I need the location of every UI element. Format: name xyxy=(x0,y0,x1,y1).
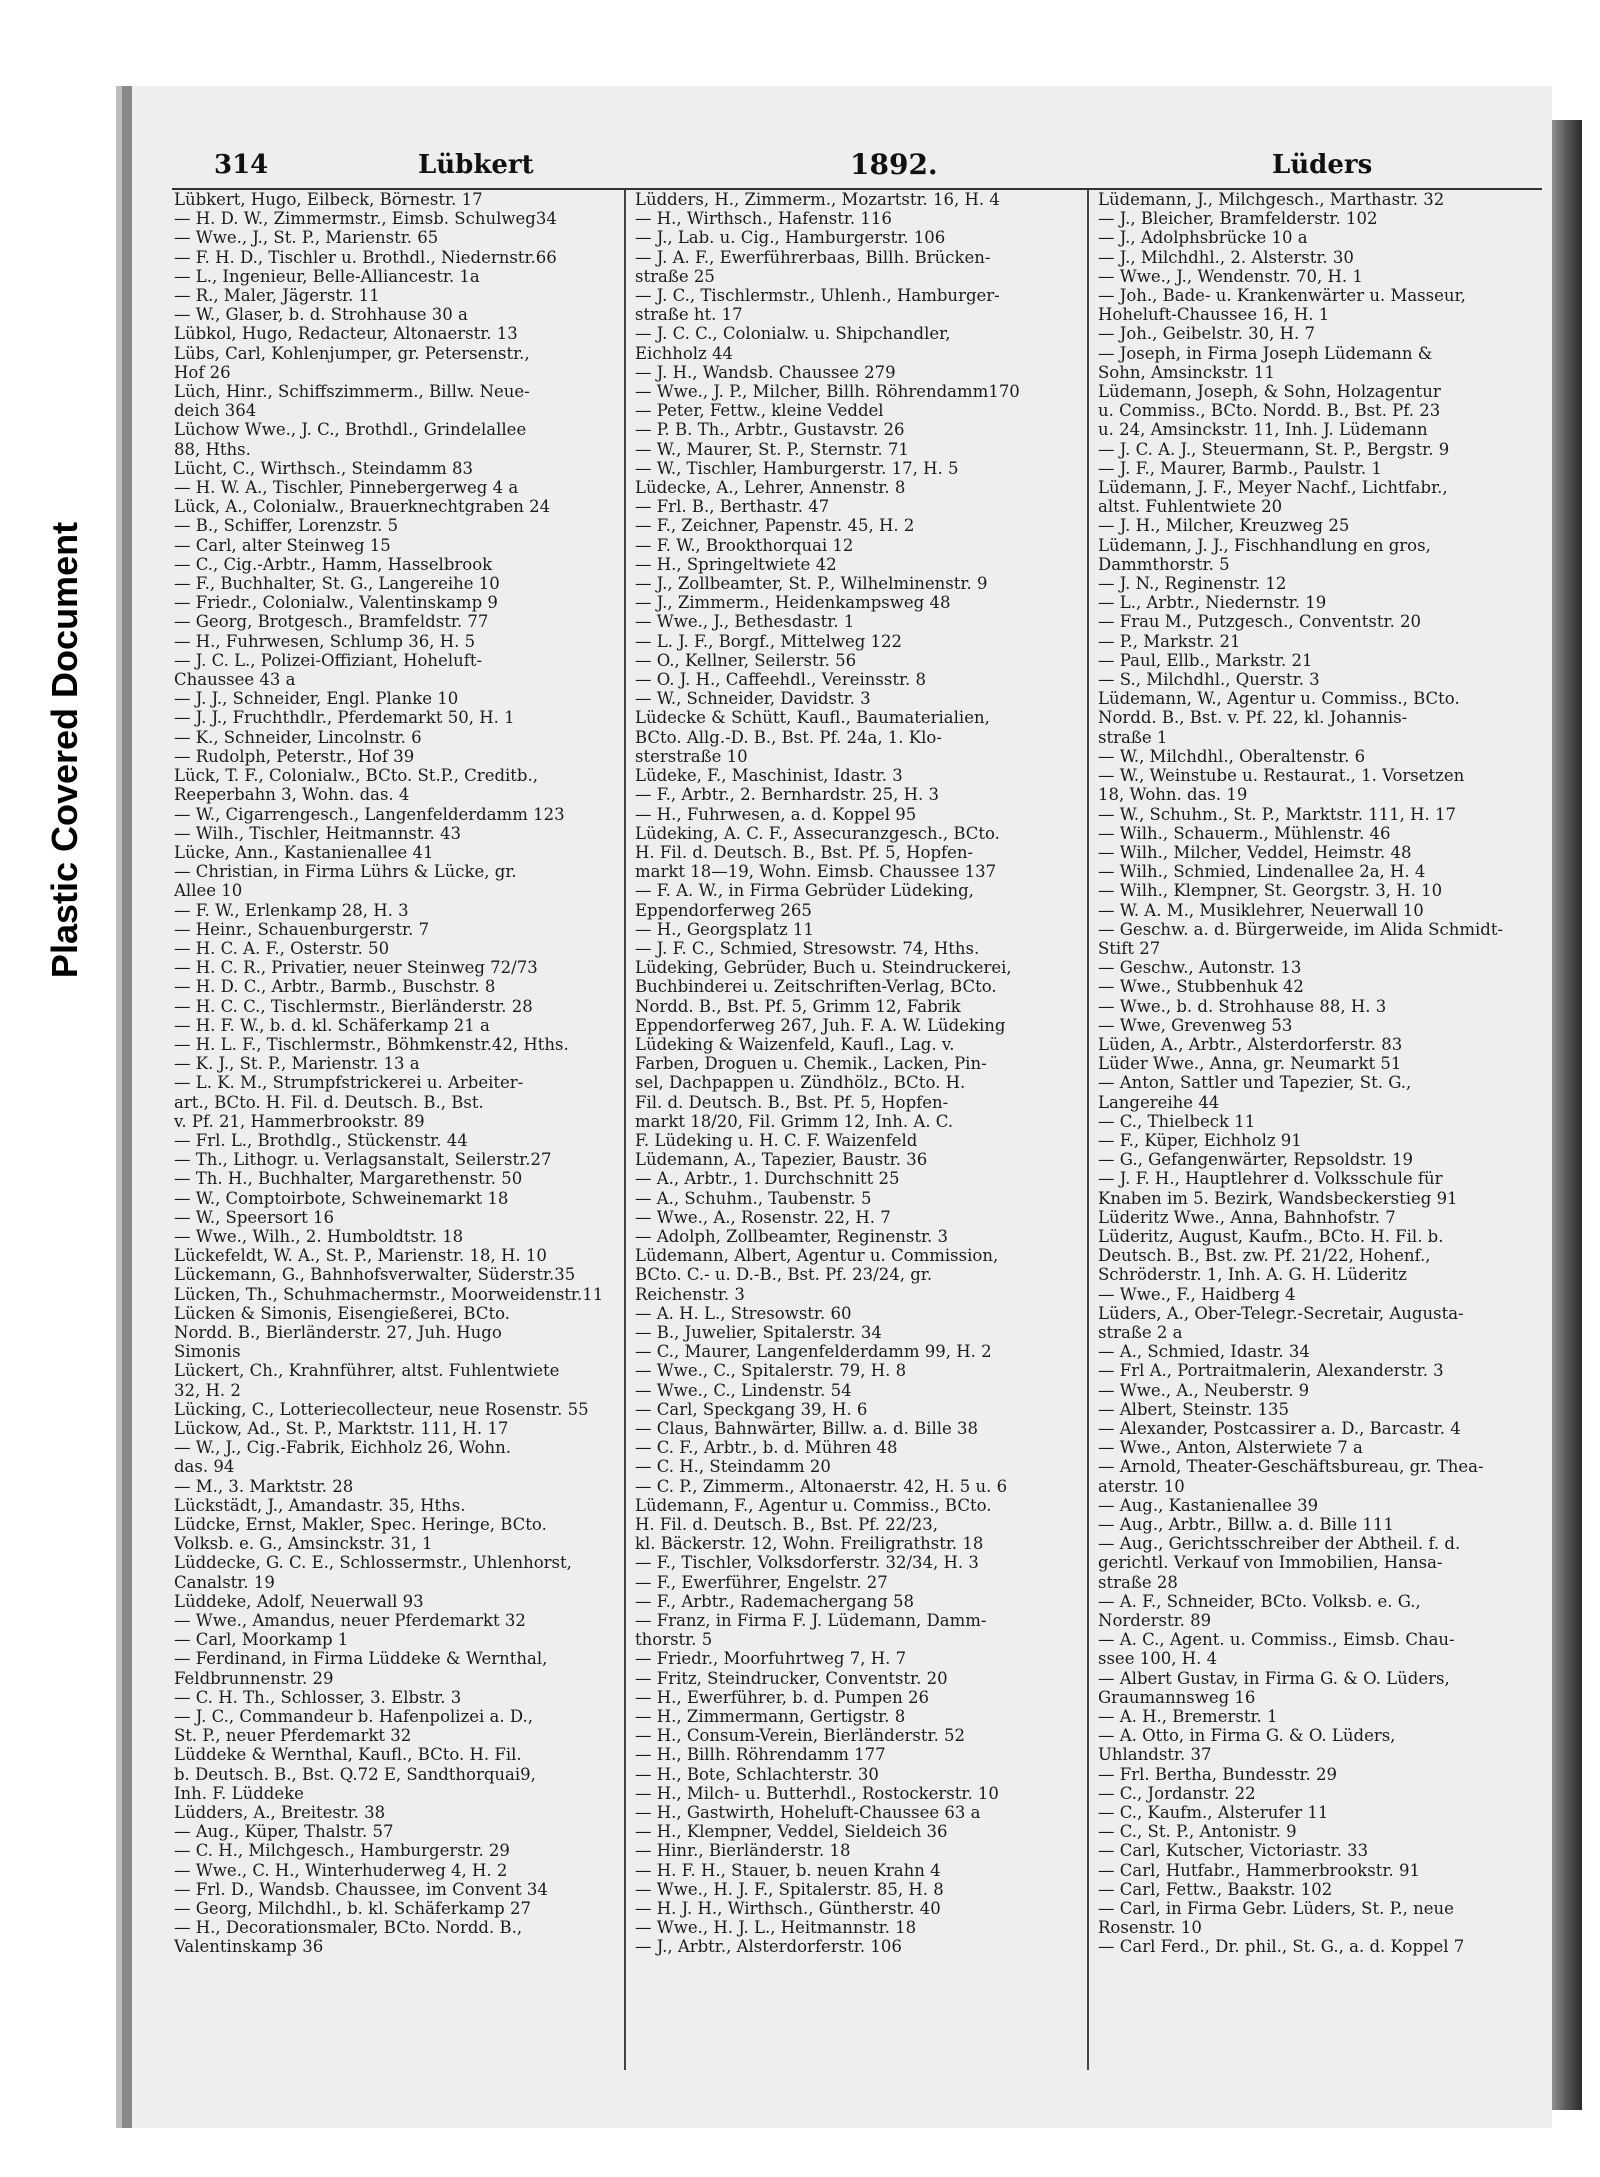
directory-entry: — W., J., Cig.-Fabrik, Eichholz 26, Wohn. xyxy=(174,1438,512,1458)
directory-entry: Norderstr. 89 xyxy=(1098,1611,1212,1631)
directory-entry: — C. H. Th., Schlosser, 3. Elbstr. 3 xyxy=(174,1687,462,1707)
directory-entry: — A. F., Schneider, BCto. Volksb. e. G., xyxy=(1098,1591,1421,1611)
directory-entry: Simonis xyxy=(174,1342,241,1362)
directory-entry: Lückemann, G., Bahnhofsverwalter, Süderstr.35 xyxy=(174,1265,576,1285)
directory-entry: straße 1 xyxy=(1098,727,1168,747)
directory-entry: — Frl. L., Brothdlg., Stückenstr. 44 xyxy=(174,1130,468,1150)
directory-entry: Dammthorstr. 5 xyxy=(1098,554,1230,574)
directory-entry: aterstr. 10 xyxy=(1098,1476,1185,1496)
directory-entry: — Alexander, Postcassirer a. D., Barcastr. 4 xyxy=(1098,1419,1461,1438)
directory-entry: Lückert, Ch., Krahnführer, altst. Fuhlentwiete xyxy=(174,1361,560,1381)
directory-entry: — W., Speersort 16 xyxy=(174,1207,334,1227)
directory-entry: — C. H., Milchgesch., Hamburgerstr. 29 xyxy=(174,1841,510,1861)
directory-entry: — Albert Gustav, in Firma G. & O. Lüders, xyxy=(1098,1668,1450,1688)
directory-entry: Farben, Droguen u. Chemik., Lacken, Pin- xyxy=(635,1054,987,1074)
directory-entry: — F. A. W., in Firma Gebrüder Lüdeking, xyxy=(635,881,974,901)
directory-entry: — Aug., Gerichtsschreiber der Abtheil. f. d. xyxy=(1098,1534,1461,1554)
directory-entry: — H. F. W., b. d. kl. Schäferkamp 21 a xyxy=(174,1015,490,1035)
directory-entry: — Wilh., Klempner, St. Georgstr. 3, H. 10 xyxy=(1098,881,1443,901)
column-divider xyxy=(1087,190,1089,2070)
directory-entry: Lücking, C., Lotteriecollecteur, neue Rosenstr. 55 xyxy=(174,1399,589,1419)
directory-entry: — J. H., Milcher, Kreuzweg 25 xyxy=(1098,516,1350,536)
directory-entry: Graumannsweg 16 xyxy=(1098,1687,1256,1707)
directory-entry: Lüdemann, A., Tapezier, Baustr. 36 xyxy=(635,1150,928,1170)
directory-entry: — K. J., St. P., Marienstr. 13 a xyxy=(174,1054,420,1074)
directory-entry: — Rudolph, Peterstr., Hof 39 xyxy=(174,746,415,766)
directory-entry: — L. K. M., Strumpfstrickerei u. Arbeiter- xyxy=(174,1073,524,1093)
directory-entry: — Wwe., C., Lindenstr. 54 xyxy=(635,1380,852,1400)
directory-entry: — Frl A., Portraitmalerin, Alexanderstr. 3 xyxy=(1098,1361,1444,1381)
directory-entry: — Hinr., Bierländerstr. 18 xyxy=(635,1841,851,1861)
directory-entry: — Wilh., Schauerm., Mühlenstr. 46 xyxy=(1098,823,1391,843)
directory-entry: — R., Maler, Jägerstr. 11 xyxy=(174,286,380,306)
directory-entry: — Wwe., J., Wendenstr. 70, H. 1 xyxy=(1098,266,1363,286)
directory-entry: — W. A. M., Musiklehrer, Neuerwall 10 xyxy=(1098,900,1424,920)
directory-entry: — C., Cig.-Arbtr., Hamm, Hasselbrook xyxy=(174,554,493,574)
directory-entry: Buchbinderei u. Zeitschriften-Verlag, BCto. xyxy=(635,977,997,997)
directory-entry: Rosenstr. 10 xyxy=(1098,1918,1202,1938)
directory-entry: straße 25 xyxy=(635,266,715,286)
directory-entry: Lüdeke, F., Maschinist, Idastr. 3 xyxy=(635,766,903,786)
directory-entry: thorstr. 5 xyxy=(635,1630,713,1650)
directory-entry: — Paul, Ellb., Markstr. 21 xyxy=(1098,650,1313,670)
directory-entry: Schröderstr. 1, Inh. A. G. H. Lüderitz xyxy=(1098,1265,1407,1285)
directory-entry: — H., Decorationsmaler, BCto. Nordd. B., xyxy=(174,1918,523,1938)
directory-entry: — Wilh., Schmied, Lindenallee 2a, H. 4 xyxy=(1098,862,1426,882)
directory-entry: Volksb. e. G., Amsinckstr. 31, 1 xyxy=(174,1534,433,1554)
directory-entry: — Ferdinand, in Firma Lüddeke & Wernthal, xyxy=(174,1649,548,1669)
page-year: 1892. xyxy=(850,148,938,181)
directory-entry: deich 364 xyxy=(174,401,257,421)
directory-entry: — J. C., Tischlermstr., Uhlenh., Hamburger- xyxy=(635,286,1000,306)
directory-entry: — Joh., Bade- u. Krankenwärter u. Masseur, xyxy=(1098,286,1466,306)
directory-entry: — Wwe, Grevenweg 53 xyxy=(1098,1015,1293,1035)
directory-entry: — G., Gefangenwärter, Repsoldstr. 19 xyxy=(1098,1150,1413,1170)
directory-entry: — W., Milchdhl., Oberaltenstr. 6 xyxy=(1098,746,1366,766)
directory-entry: Lück, T. F., Colonialw., BCto. St.P., Creditb., xyxy=(174,766,538,786)
directory-entry: — J., Bleicher, Bramfelderstr. 102 xyxy=(1098,209,1378,229)
directory-entry: Lüdcke, Ernst, Makler, Spec. Heringe, BCto. xyxy=(174,1515,547,1535)
directory-entry: — J., Lab. u. Cig., Hamburgerstr. 106 xyxy=(635,228,946,248)
directory-entry: — C., Jordanstr. 22 xyxy=(1098,1783,1256,1803)
directory-entry: — Carl, in Firma Gebr. Lüders, St. P., neue xyxy=(1098,1899,1454,1919)
directory-entry: sterstraße 10 xyxy=(635,746,748,766)
directory-entry: straße ht. 17 xyxy=(635,305,743,325)
directory-entry: — Friedr., Moorfuhrtweg 7, H. 7 xyxy=(635,1649,907,1669)
directory-entry: — F., Buchhalter, St. G., Langereihe 10 xyxy=(174,574,500,594)
directory-entry: — J. C., Commandeur b. Hafenpolizei a. D., xyxy=(174,1707,534,1727)
directory-entry: — F., Ewerführer, Engelstr. 27 xyxy=(635,1572,888,1592)
directory-entry: — O., Kellner, Seilerstr. 56 xyxy=(635,650,857,670)
directory-entry: BCto. Allg.-D. B., Bst. Pf. 24a, 1. Klo- xyxy=(635,727,942,747)
directory-entry: — Wwe., Stubbenhuk 42 xyxy=(1098,977,1304,997)
directory-entry: — J., Zollbeamter, St. P., Wilhelminenstr. 9 xyxy=(635,574,988,594)
directory-entry: Nordd. B., Bst. Pf. 5, Grimm 12, Fabrik xyxy=(635,996,961,1016)
directory-entry: — W., Cigarrengesch., Langenfelderdamm 123 xyxy=(174,804,565,824)
directory-entry: H. Fil. d. Deutsch. B., Bst. Pf. 22/23, xyxy=(635,1515,938,1535)
directory-entry: Lüderitz Wwe., Anna, Bahnhofstr. 7 xyxy=(1098,1207,1396,1227)
directory-entry: Lüddecke, G. C. E., Schlossermstr., Uhlenhorst, xyxy=(174,1553,572,1573)
directory-entry: St. P., neuer Pferdemarkt 32 xyxy=(174,1726,412,1746)
directory-entry: — H. D. C., Arbtr., Barmb., Buschstr. 8 xyxy=(174,977,496,997)
directory-entry: — H. L. F., Tischlermstr., Böhmkenstr.42, Hths. xyxy=(174,1034,569,1054)
directory-entry: gerichtl. Verkauf von Immobilien, Hansa- xyxy=(1098,1553,1443,1573)
directory-entry: Lübs, Carl, Kohlenjumper, gr. Petersenstr., xyxy=(174,343,530,363)
directory-entry: — Joseph, in Firma Joseph Lüdemann & xyxy=(1098,343,1433,363)
directory-entry: — Carl, Moorkamp 1 xyxy=(174,1630,349,1650)
directory-entry: — O. J. H., Caffeehdl., Vereinsstr. 8 xyxy=(635,670,927,690)
directory-entry: — A. H. L., Stresowstr. 60 xyxy=(635,1303,852,1323)
directory-entry: — P., Markstr. 21 xyxy=(1098,631,1241,651)
directory-entry: Lüdemann, J., Milchgesch., Marthastr. 32 xyxy=(1098,190,1445,209)
directory-entry: — H. C. R., Privatier, neuer Steinweg 72/73 xyxy=(174,958,538,978)
directory-entry: Uhlandstr. 37 xyxy=(1098,1745,1212,1765)
directory-entry: straße 2 a xyxy=(1098,1322,1183,1342)
directory-entry: — Wwe., Wilh., 2. Humboldtstr. 18 xyxy=(174,1226,464,1246)
directory-entry: Reichenstr. 3 xyxy=(635,1284,745,1304)
directory-entry: BCto. C.- u. D.-B., Bst. Pf. 23/24, gr. xyxy=(635,1265,933,1285)
directory-entry: — J. H., Wandsb. Chaussee 279 xyxy=(635,362,896,382)
directory-entry: — Christian, in Firma Lührs & Lücke, gr. xyxy=(174,862,517,882)
column-1 xyxy=(174,190,610,2108)
directory-entry: — F., Zeichner, Papenstr. 45, H. 2 xyxy=(635,516,915,536)
directory-entry: Lüdemann, J. J., Fischhandlung en gros, xyxy=(1098,535,1431,555)
directory-entry: — Th., Lithogr. u. Verlagsanstalt, Seilerstr.27 xyxy=(174,1150,552,1170)
directory-entry: Fil. d. Deutsch. B., Bst. Pf. 5, Hopfen- xyxy=(635,1092,949,1112)
directory-entry: Lüders, A., Ober-Telegr.-Secretair, Augusta- xyxy=(1098,1303,1464,1323)
directory-entry: — Aug., Kastanienallee 39 xyxy=(1098,1495,1319,1515)
directory-entry: markt 18—19, Wohn. Eimsb. Chaussee 137 xyxy=(635,862,997,882)
directory-entry: — H. D. W., Zimmermstr., Eimsb. Schulweg34 xyxy=(174,209,557,229)
directory-entry: Lüch, Hinr., Schiffszimmerm., Billw. Neue- xyxy=(174,382,530,402)
directory-entry: Feldbrunnenstr. 29 xyxy=(174,1668,334,1688)
directory-entry: — Wwe., H. J. F., Spitalerstr. 85, H. 8 xyxy=(635,1879,944,1899)
directory-entry: Lüder Wwe., Anna, gr. Neumarkt 51 xyxy=(1098,1054,1402,1074)
directory-entry: — H., Klempner, Veddel, Sieldeich 36 xyxy=(635,1822,948,1842)
directory-entry: u. Commiss., BCto. Nordd. B., Bst. Pf. 23 xyxy=(1098,401,1441,421)
side-label-text: Plastic Covered Document xyxy=(44,521,85,979)
directory-entry: — Carl, alter Steinweg 15 xyxy=(174,535,391,555)
directory-entry: — W., Tischler, Hamburgerstr. 17, H. 5 xyxy=(635,458,959,478)
directory-entry: Lübkert, Hugo, Eilbeck, Börnestr. 17 xyxy=(174,190,483,209)
directory-entry: 88, Hths. xyxy=(174,439,251,459)
directory-entry: — J. F. H., Hauptlehrer d. Volksschule für xyxy=(1098,1169,1443,1189)
directory-entry: — J. C. C., Colonialw. u. Shipchandler, xyxy=(635,324,951,344)
directory-entry: Lüdeking & Waizenfeld, Kaufl., Lag. v. xyxy=(635,1034,955,1054)
directory-entry: — Geschw. a. d. Bürgerweide, im Alida Schmidt- xyxy=(1098,919,1504,939)
directory-entry: Lücken, Th., Schuhmachermstr., Moorweidenstr.11 xyxy=(174,1284,604,1304)
directory-entry: — W., Schneider, Davidstr. 3 xyxy=(635,689,871,709)
directory-entry: Lüdeking, A. C. F., Assecuranzgesch., BCto. xyxy=(635,823,1000,843)
directory-entry: — C., St. P., Antonistr. 9 xyxy=(1098,1822,1297,1842)
page-header xyxy=(172,150,1542,190)
directory-entry: — C., Maurer, Langenfelderdamm 99, H. 2 xyxy=(635,1342,992,1362)
directory-entry: — L., Ingenieur, Belle-Alliancestr. 1a xyxy=(174,266,480,286)
directory-entry: — Heinr., Schauenburgerstr. 7 xyxy=(174,919,430,939)
left-running-head: Lübkert xyxy=(418,150,534,180)
directory-entry: — J. A. F., Ewerführerbaas, Billh. Brücken- xyxy=(635,247,991,267)
directory-entry: Canalstr. 19 xyxy=(174,1572,275,1592)
directory-entry: — Carl, Kutscher, Victoriastr. 33 xyxy=(1098,1841,1369,1861)
directory-entry: Eichholz 44 xyxy=(635,343,733,363)
directory-entry: — F. H. D., Tischler u. Brothdl., Niedernstr.66 xyxy=(174,247,557,267)
directory-entry: Inh. F. Lüddeke xyxy=(174,1783,304,1803)
directory-entry: — H., Zimmermann, Gertigstr. 8 xyxy=(635,1707,906,1727)
directory-entry: — H., Billh. Röhrendamm 177 xyxy=(635,1745,886,1765)
directory-entry: — J., Zimmerm., Heidenkampsweg 48 xyxy=(635,593,951,613)
directory-entry: — H., Ewerführer, b. d. Pumpen 26 xyxy=(635,1687,929,1707)
directory-entry: Knaben im 5. Bezirk, Wandsbeckerstieg 91 xyxy=(1098,1188,1458,1208)
directory-entry: Lücke, Ann., Kastanienallee 41 xyxy=(174,842,434,862)
directory-entry: Nordd. B., Bierländerstr. 27, Juh. Hugo xyxy=(174,1322,502,1342)
directory-entry: Lüderitz, August, Kaufm., BCto. H. Fil. b. xyxy=(1098,1226,1444,1246)
directory-entry: — Frl. D., Wandsb. Chaussee, im Convent 34 xyxy=(174,1879,548,1899)
directory-entry: Langereihe 44 xyxy=(1098,1092,1220,1112)
directory-entry: — H., Gastwirth, Hoheluft-Chaussee 63 a xyxy=(635,1803,981,1823)
directory-entry: Lüdemann, W., Agentur u. Commiss., BCto. xyxy=(1098,689,1460,709)
directory-entry: — K., Schneider, Lincolnstr. 6 xyxy=(174,727,422,747)
directory-entry: — A., Schmied, Idastr. 34 xyxy=(1098,1342,1310,1362)
directory-entry: — Claus, Bahnwärter, Billw. a. d. Bille 38 xyxy=(635,1419,979,1438)
directory-entry: — Wwe., J. P., Milcher, Billh. Röhrendamm170 xyxy=(635,382,1020,402)
directory-entry: — H. W. A., Tischler, Pinnebergerweg 4 a xyxy=(174,478,519,498)
directory-entry: Lüdemann, Albert, Agentur u. Commission, xyxy=(635,1246,999,1266)
directory-entry: — H. C. C., Tischlermstr., Bierländerstr. 28 xyxy=(174,996,533,1016)
directory-entry: Lüdders, H., Zimmerm., Mozartstr. 16, H. 4 xyxy=(635,190,1000,209)
directory-entry: — Fritz, Steindrucker, Conventstr. 20 xyxy=(635,1668,948,1688)
directory-entry: — A., Arbtr., 1. Durchschnitt 25 xyxy=(635,1169,900,1189)
directory-entry: — H., Milch- u. Butterhdl., Rostockerstr. 10 xyxy=(635,1783,999,1803)
directory-entry: Lüden, A., Arbtr., Alsterdorferstr. 83 xyxy=(1098,1034,1403,1054)
directory-entry: Stift 27 xyxy=(1098,938,1161,958)
directory-entry: — H., Fuhrwesen, Schlump 36, H. 5 xyxy=(174,631,476,651)
directory-entry: Valentinskamp 36 xyxy=(174,1937,324,1957)
directory-entry: — W., Comptoirbote, Schweinemarkt 18 xyxy=(174,1188,509,1208)
directory-entry: b. Deutsch. B., Bst. Q.72 E, Sandthorquai9, xyxy=(174,1764,536,1784)
directory-entry: — Wwe., Amandus, neuer Pferdemarkt 32 xyxy=(174,1611,526,1631)
directory-entry: — Aug., Küper, Thalstr. 57 xyxy=(174,1822,394,1842)
directory-entry: — J. F., Maurer, Barmb., Paulstr. 1 xyxy=(1098,458,1382,478)
directory-entry: 32, H. 2 xyxy=(174,1380,241,1400)
directory-entry: — Franz, in Firma F. J. Lüdemann, Damm- xyxy=(635,1611,987,1631)
directory-entry: — Georg, Brotgesch., Bramfeldstr. 77 xyxy=(174,612,489,632)
directory-entry: — A. C., Agent. u. Commiss., Eimsb. Chau- xyxy=(1098,1630,1455,1650)
directory-entry: — Wwe., H. J. L., Heitmannstr. 18 xyxy=(635,1918,917,1938)
directory-entry: — Adolph, Zollbeamter, Reginenstr. 3 xyxy=(635,1226,949,1246)
directory-entry: — F., Arbtr., Rademachergang 58 xyxy=(635,1591,914,1611)
directory-entry: Lüdecke, A., Lehrer, Annenstr. 8 xyxy=(635,478,906,498)
directory-entry: — Wwe., F., Haidberg 4 xyxy=(1098,1284,1296,1304)
directory-entry: altst. Fuhlentwiete 20 xyxy=(1098,497,1283,517)
directory-entry: Lüdemann, F., Agentur u. Commiss., BCto. xyxy=(635,1495,992,1515)
directory-entry: — Frl. Bertha, Bundesstr. 29 xyxy=(1098,1764,1338,1784)
directory-entry: — C., Kaufm., Alsterufer 11 xyxy=(1098,1803,1329,1823)
directory-entry: — Geschw., Autonstr. 13 xyxy=(1098,958,1302,978)
directory-entry: Lüddeke & Wernthal, Kaufl., BCto. H. Fil. xyxy=(174,1745,522,1765)
directory-entry: — Anton, Sattler und Tapezier, St. G., xyxy=(1098,1073,1412,1093)
directory-entry: kl. Bäckerstr. 12, Wohn. Freiligrathstr. 18 xyxy=(635,1534,984,1554)
directory-entry: — S., Milchdhl., Querstr. 3 xyxy=(1098,670,1320,690)
directory-entry: — H. F. H., Stauer, b. neuen Krahn 4 xyxy=(635,1860,941,1880)
directory-entry: Lücht, C., Wirthsch., Steindamm 83 xyxy=(174,458,474,478)
directory-entry: — H., Fuhrwesen, a. d. Koppel 95 xyxy=(635,804,917,824)
directory-entry: das. 94 xyxy=(174,1457,235,1477)
directory-entry: — J. C. L., Polizei-Offiziant, Hoheluft- xyxy=(174,650,483,670)
directory-entry: — F., Tischler, Volksdorferstr. 32/34, H. 3 xyxy=(635,1553,979,1573)
directory-entry: Eppendorferweg 267, Juh. F. A. W. Lüdeking xyxy=(635,1015,1006,1035)
directory-entry: — Aug., Arbtr., Billw. a. d. Bille 111 xyxy=(1098,1515,1394,1535)
page-number: 314 xyxy=(214,150,269,180)
directory-entry: — Wwe., C., Spitalerstr. 79, H. 8 xyxy=(635,1361,907,1381)
directory-entry: Lücken & Simonis, Eisengießerei, BCto. xyxy=(174,1303,510,1323)
directory-page xyxy=(122,86,1552,2128)
directory-entry: — B., Schiffer, Lorenzstr. 5 xyxy=(174,516,399,536)
directory-entry: — W., Schuhm., St. P., Marktstr. 111, H. 17 xyxy=(1098,804,1457,824)
directory-entry: F. Lüdeking u. H. C. F. Waizenfeld xyxy=(635,1130,918,1150)
directory-entry: — Wwe., C. H., Winterhuderweg 4, H. 2 xyxy=(174,1860,508,1880)
directory-entry: Lüchow Wwe., J. C., Brothdl., Grindelallee xyxy=(174,420,527,440)
directory-entry: Lück, A., Colonialw., Brauerknechtgraben 24 xyxy=(174,497,551,517)
directory-entry: — Carl, Speckgang 39, H. 6 xyxy=(635,1399,868,1419)
directory-entry: Lückstädt, J., Amandastr. 35, Hths. xyxy=(174,1495,466,1515)
directory-entry: markt 18/20, Fil. Grimm 12, Inh. A. C. xyxy=(635,1111,954,1131)
directory-entry: — H. C. A. F., Osterstr. 50 xyxy=(174,938,390,958)
directory-entry: Reeperbahn 3, Wohn. das. 4 xyxy=(174,785,410,805)
directory-entry: — Carl, Hutfabr., Hammerbrookstr. 91 xyxy=(1098,1860,1420,1880)
directory-entry: — Friedr., Colonialw., Valentinskamp 9 xyxy=(174,593,498,613)
directory-entry: straße 28 xyxy=(1098,1572,1178,1592)
directory-entry: — W., Weinstube u. Restaurat., 1. Vorsetzen xyxy=(1098,766,1465,786)
directory-entry: — Wwe., b. d. Strohhause 88, H. 3 xyxy=(1098,996,1387,1016)
directory-entry: — Joh., Geibelstr. 30, H. 7 xyxy=(1098,324,1316,344)
directory-entry: — H. J. H., Wirthsch., Güntherstr. 40 xyxy=(635,1899,941,1919)
directory-entry: Lückow, Ad., St. P., Marktstr. 111, H. 17 xyxy=(174,1419,509,1438)
directory-entry: Lüdemann, Joseph, & Sohn, Holzagentur xyxy=(1098,382,1441,402)
directory-entry: — J. J., Schneider, Engl. Planke 10 xyxy=(174,689,459,709)
directory-entry: Lüdeking, Gebrüder, Buch u. Steindruckerei, xyxy=(635,958,1012,978)
directory-entry: — M., 3. Marktstr. 28 xyxy=(174,1476,354,1496)
directory-entry: — C. P., Zimmerm., Altonaerstr. 42, H. 5 u. 6 xyxy=(635,1476,1008,1496)
directory-entry: — H., Wirthsch., Hafenstr. 116 xyxy=(635,209,892,229)
directory-entry: — F., Küper, Eichholz 91 xyxy=(1098,1130,1302,1150)
directory-entry: — H., Consum-Verein, Bierländerstr. 52 xyxy=(635,1726,966,1746)
column-2 xyxy=(635,190,1071,2108)
directory-entry: Deutsch. B., Bst. zw. Pf. 21/22, Hohenf., xyxy=(1098,1246,1431,1266)
column-divider xyxy=(624,190,626,2070)
directory-entry: — Frau M., Putzgesch., Conventstr. 20 xyxy=(1098,612,1422,632)
directory-entry: H. Fil. d. Deutsch. B., Bst. Pf. 5, Hopfen- xyxy=(635,842,974,862)
directory-entry: — C., Thielbeck 11 xyxy=(1098,1111,1256,1131)
side-label xyxy=(35,490,95,1010)
directory-entry: — J. F. C., Schmied, Stresowstr. 74, Hths. xyxy=(635,938,980,958)
directory-entry: — Wwe., A., Neuberstr. 9 xyxy=(1098,1380,1310,1400)
directory-entry: Hoheluft-Chaussee 16, H. 1 xyxy=(1098,305,1330,325)
directory-entry: Lüdders, A., Breitestr. 38 xyxy=(174,1803,386,1823)
directory-entry: — Wwe., J., St. P., Marienstr. 65 xyxy=(174,228,439,248)
directory-entry: — W., Glaser, b. d. Strohhause 30 a xyxy=(174,305,468,325)
directory-entry: Lüdecke & Schütt, Kaufl., Baumaterialien, xyxy=(635,708,990,728)
directory-entry: — W., Maurer, St. P., Sternstr. 71 xyxy=(635,439,909,459)
directory-entry: — Th. H., Buchhalter, Margarethenstr. 50 xyxy=(174,1169,523,1189)
directory-entry: Hof 26 xyxy=(174,362,231,382)
directory-entry: — Wilh., Tischler, Heitmannstr. 43 xyxy=(174,823,462,843)
directory-entry: Lüdemann, J. F., Meyer Nachf., Lichtfabr., xyxy=(1098,478,1448,498)
directory-entry: — Peter, Fettw., kleine Veddel xyxy=(635,401,884,421)
directory-entry: — P. B. Th., Arbtr., Gustavstr. 26 xyxy=(635,420,905,440)
directory-entry: — J. N., Reginenstr. 12 xyxy=(1098,574,1287,594)
directory-entry: ssee 100, H. 4 xyxy=(1098,1649,1218,1669)
directory-entry: Nordd. B., Bst. v. Pf. 22, kl. Johannis- xyxy=(1098,708,1408,728)
directory-entry: — J. C. A. J., Steuermann, St. P., Bergstr. 9 xyxy=(1098,439,1450,459)
directory-entry: — Carl Ferd., Dr. phil., St. G., a. d. Koppel 7 xyxy=(1098,1937,1465,1957)
directory-entry: — F. W., Brookthorquai 12 xyxy=(635,535,854,555)
directory-entry: — Carl, Fettw., Baakstr. 102 xyxy=(1098,1879,1333,1899)
directory-entry: — H., Georgsplatz 11 xyxy=(635,919,814,939)
directory-entry: — Albert, Steinstr. 135 xyxy=(1098,1399,1290,1419)
directory-entry: Chaussee 43 a xyxy=(174,670,296,690)
directory-entry: Eppendorferweg 265 xyxy=(635,900,812,920)
directory-entry: v. Pf. 21, Hammerbrookstr. 89 xyxy=(174,1111,425,1131)
directory-entry: — C. H., Steindamm 20 xyxy=(635,1457,831,1477)
directory-entry: — A., Schuhm., Taubenstr. 5 xyxy=(635,1188,872,1208)
directory-entry: — J., Milchdhl., 2. Alsterstr. 30 xyxy=(1098,247,1354,267)
directory-entry: Lückefeldt, W. A., St. P., Marienstr. 18, H. 10 xyxy=(174,1246,547,1266)
directory-entry: — Arnold, Theater-Geschäftsbureau, gr. Thea- xyxy=(1098,1457,1484,1477)
directory-entry: Lübkol, Hugo, Redacteur, Altonaerstr. 13 xyxy=(174,324,518,344)
directory-entry: — A. H., Bremerstr. 1 xyxy=(1098,1707,1278,1727)
directory-entry: sel, Dachpappen u. Zündhölz., BCto. H. xyxy=(635,1073,966,1093)
directory-entry: — F. W., Erlenkamp 28, H. 3 xyxy=(174,900,409,920)
directory-entry: — F., Arbtr., 2. Bernhardstr. 25, H. 3 xyxy=(635,785,939,805)
directory-entry: — H., Springeltwiete 42 xyxy=(635,554,837,574)
directory-entry: Allee 10 xyxy=(174,881,243,901)
directory-entry: — H., Bote, Schlachterstr. 30 xyxy=(635,1764,879,1784)
directory-entry: — Georg, Milchdhl., b. kl. Schäferkamp 27 xyxy=(174,1899,531,1919)
directory-entry: — Frl. B., Berthastr. 47 xyxy=(635,497,830,517)
directory-entry: — B., Juwelier, Spitalerstr. 34 xyxy=(635,1322,882,1342)
right-running-head: Lüders xyxy=(1272,150,1373,180)
directory-entry: u. 24, Amsinckstr. 11, Inh. J. Lüdemann xyxy=(1098,420,1428,440)
directory-entry: — C. F., Arbtr., b. d. Mühren 48 xyxy=(635,1438,898,1458)
directory-entry: — J., Adolphsbrücke 10 a xyxy=(1098,228,1308,248)
directory-entry: — A. Otto, in Firma G. & O. Lüders, xyxy=(1098,1726,1396,1746)
directory-entry: — L., Arbtr., Niedernstr. 19 xyxy=(1098,593,1327,613)
directory-entry: — Wwe., J., Bethesdastr. 1 xyxy=(635,612,855,632)
directory-entry: Lüddeke, Adolf, Neuerwall 93 xyxy=(174,1591,424,1611)
column-3 xyxy=(1098,190,1542,2108)
directory-entry: — L. J. F., Borgf., Mittelweg 122 xyxy=(635,631,903,651)
directory-entry: — Wilh., Milcher, Veddel, Heimstr. 48 xyxy=(1098,842,1412,862)
directory-entry: — Wwe., A., Rosenstr. 22, H. 7 xyxy=(635,1207,891,1227)
directory-entry: — J., Arbtr., Alsterdorferstr. 106 xyxy=(635,1937,902,1957)
directory-entry: — J. J., Fruchthdlr., Pferdemarkt 50, H. 1 xyxy=(174,708,515,728)
directory-entry: art., BCto. H. Fil. d. Deutsch. B., Bst. xyxy=(174,1092,484,1112)
directory-entry: Sohn, Amsinckstr. 11 xyxy=(1098,362,1275,382)
directory-entry: 18, Wohn. das. 19 xyxy=(1098,785,1248,805)
directory-entry: — Wwe., Anton, Alsterwiete 7 a xyxy=(1098,1438,1363,1458)
